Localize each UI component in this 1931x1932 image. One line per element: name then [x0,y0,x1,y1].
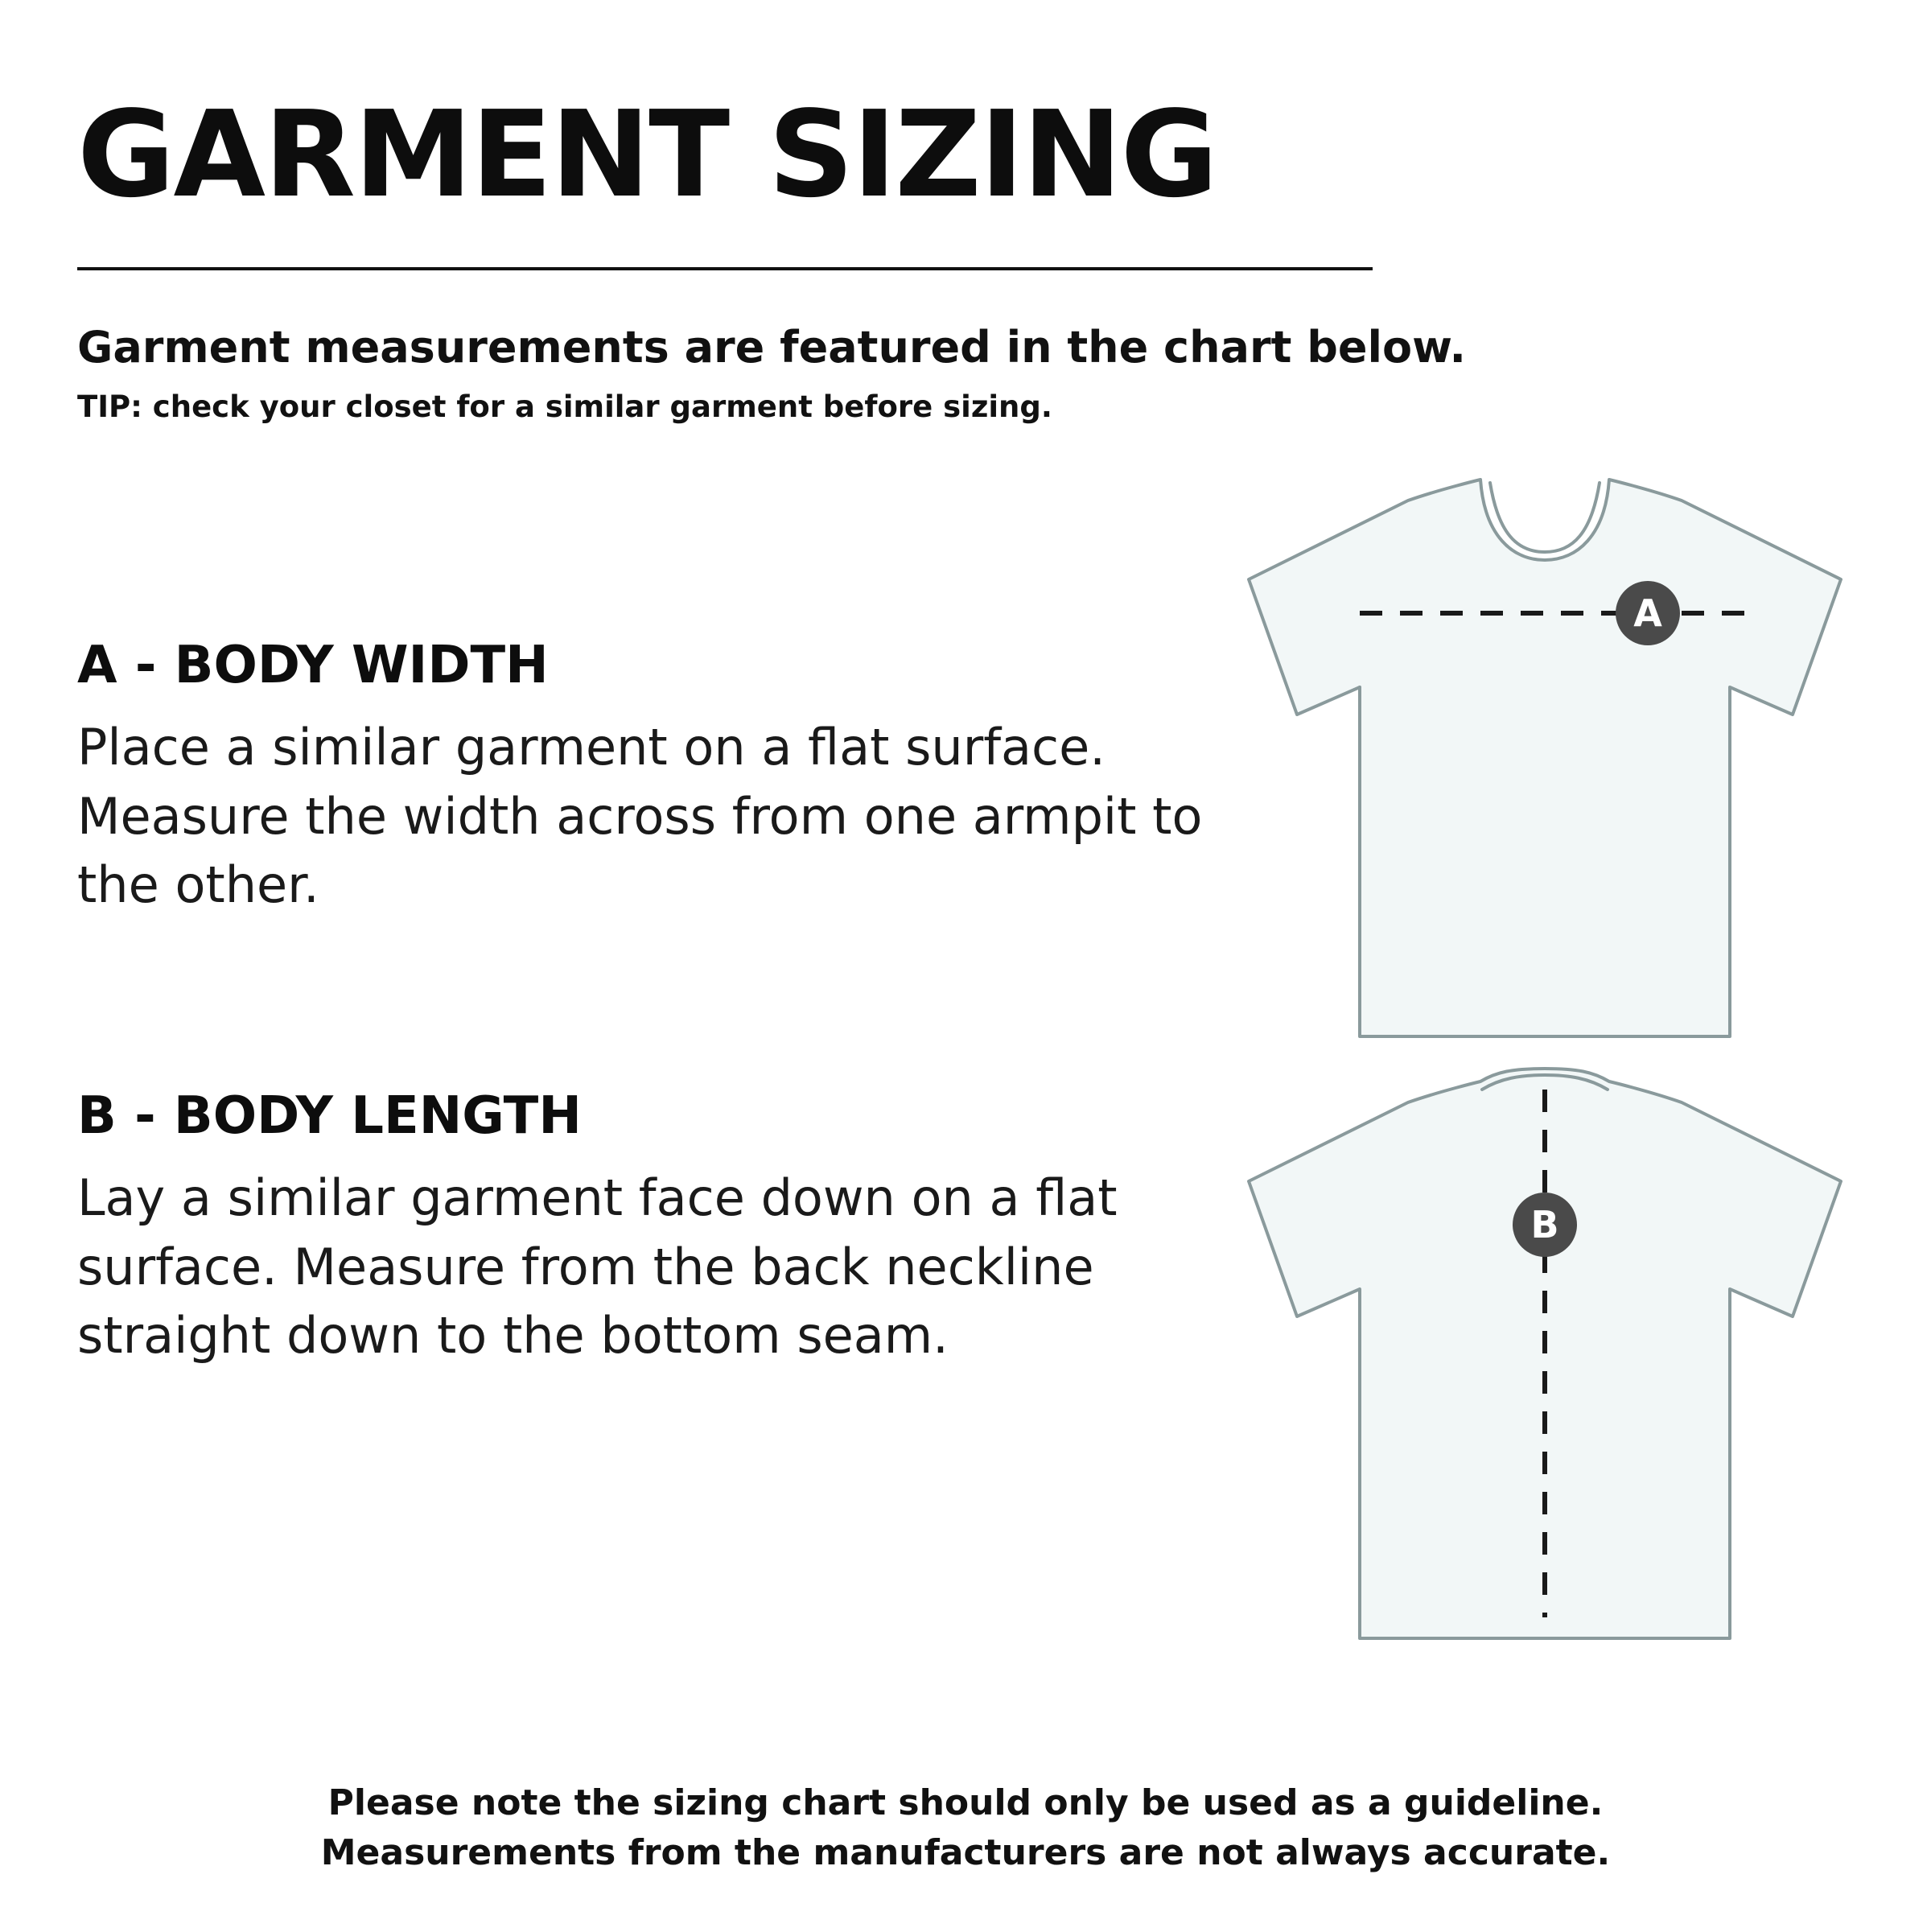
t-shirt-front-illustration [1239,459,1851,1102]
section-body-body-width: Place a similar garment on a flat surface. Measure the width across from one armpit to the other. [77,718,1203,915]
footer-note [0,1778,1931,1879]
section-heading-body-width: A - BODY WIDTH [77,636,549,695]
marker-b [1513,1193,1577,1257]
section-heading-body-length: B - BODY LENGTH [77,1086,582,1146]
section-body-body-length: Lay a similar garment face down on a flat surface. Measure from the back neckline straight down to the bottom seam. [77,1168,1118,1366]
t-shirt-back-illustration [1239,1054,1851,1698]
marker-a [1616,581,1680,645]
section-body-length [77,1086,1244,1370]
page-title: GARMENT SIZING [77,85,1217,224]
tip-text: TIP: check your closet for a similar garment before sizing. [77,389,1052,424]
subtitle-text: Garment measurements are featured in the chart below. [77,322,1467,373]
footer-line-1: Please note the sizing chart should only be used as a guideline. [327,1782,1604,1823]
marker-a-label: A [1633,591,1662,635]
section-body-width [77,636,1204,920]
footer-line-2: Measurements from the manufacturers are not always accurate. [320,1832,1611,1874]
title-divider [77,267,1373,270]
marker-b-label: B [1530,1203,1559,1246]
